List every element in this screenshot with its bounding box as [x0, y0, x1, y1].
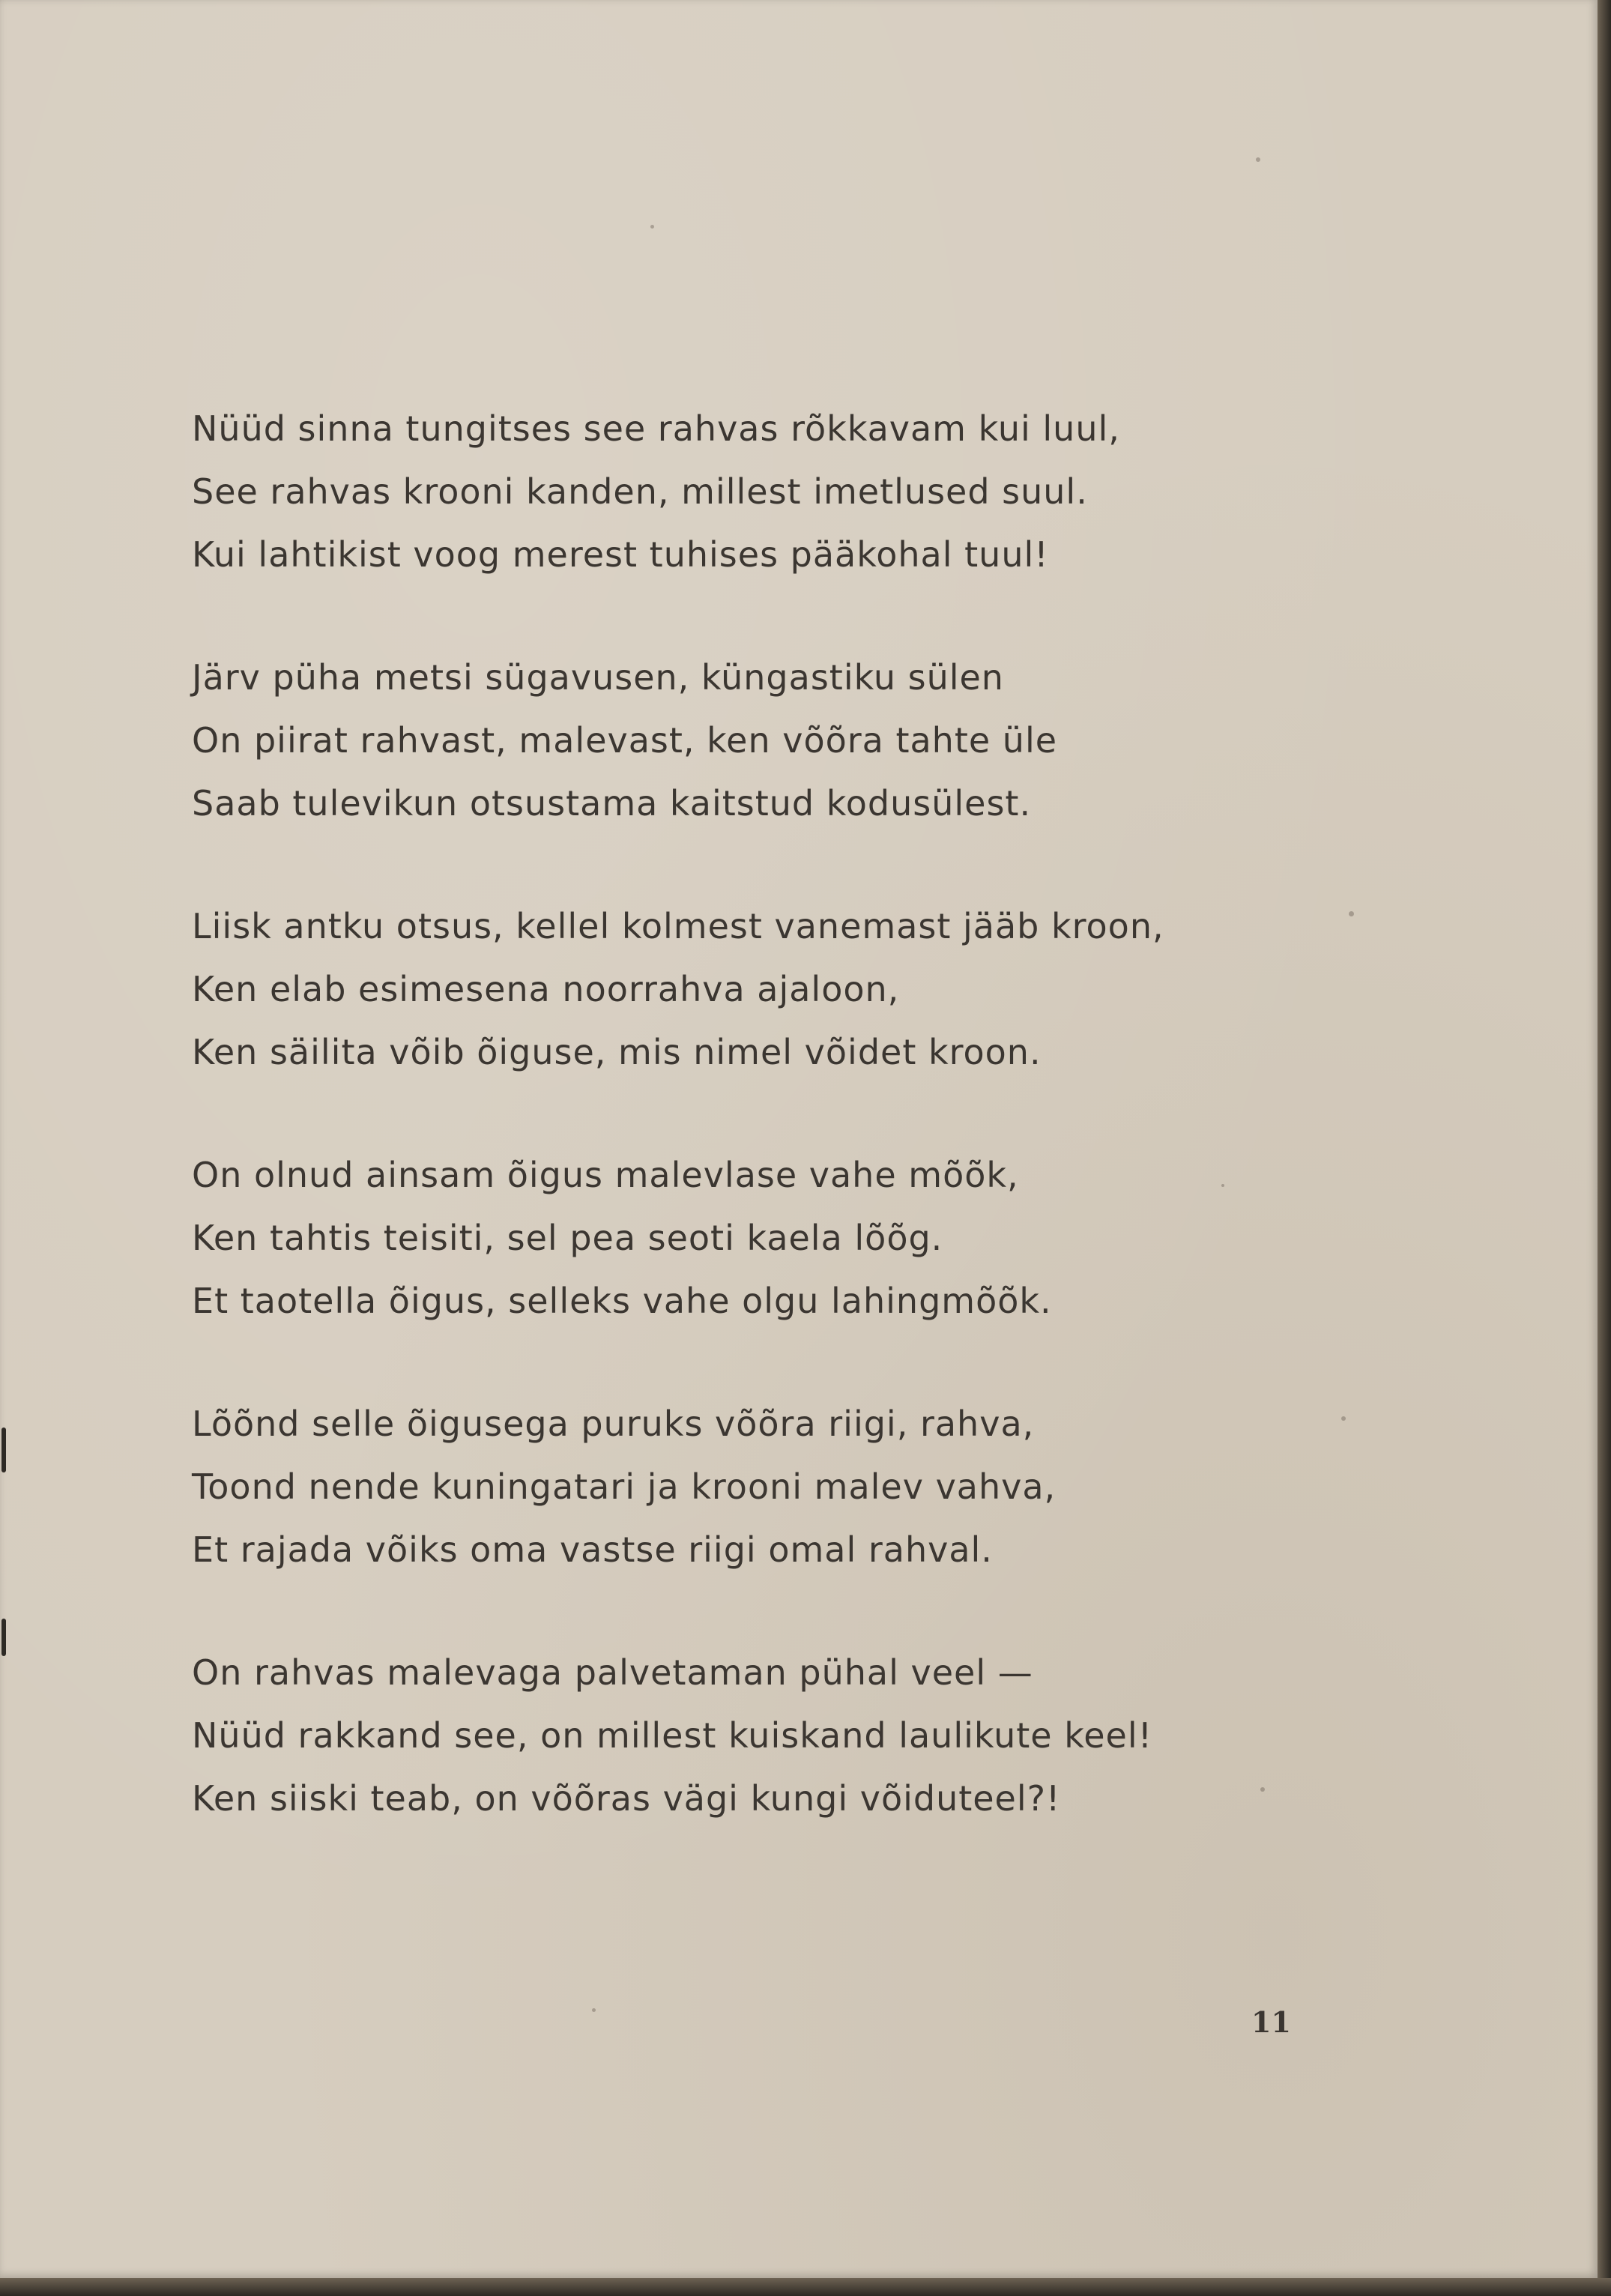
poem-line: Järv püha metsi sügavusen, küngastiku sülen	[192, 657, 1004, 698]
poem-line: Saab tulevikun otsustama kaitstud kodusülest.	[192, 783, 1032, 824]
poem	[192, 397, 1361, 1890]
poem-line: Nüüd sinna tungitses see rahvas rõkkavam kui luul,	[192, 408, 1120, 449]
page-edge-bottom	[0, 2278, 1611, 2296]
stanza	[192, 1392, 1361, 1581]
paper-speck	[650, 225, 654, 229]
poem-line: On rahvas malevaga palvetaman pühal veel —	[192, 1652, 1033, 1693]
poem-line: Et rajada võiks oma vastse riigi omal rahval.	[192, 1529, 993, 1570]
poem-line: On piirat rahvast, malevast, ken võõra tahte üle	[192, 720, 1058, 761]
stanza	[192, 895, 1361, 1084]
stanza	[192, 1144, 1361, 1332]
poem-line: Nüüd rakkand see, on millest kuiskand laulikute keel!	[192, 1715, 1153, 1756]
poem-line: Ken siiski teab, on võõras vägi kungi võiduteel?!	[192, 1778, 1061, 1819]
stanza	[192, 646, 1361, 835]
poem-line: See rahvas krooni kanden, millest imetlused suul.	[192, 471, 1088, 512]
poem-line: Ken tahtis teisiti, sel pea seoti kaela lõõg.	[192, 1218, 943, 1258]
poem-line: Lõõnd selle õigusega puruks võõra riigi, rahva,	[192, 1404, 1035, 1444]
poem-line: Toond nende kuningatari ja krooni malev vahva,	[192, 1466, 1057, 1507]
poem-line: Et taotella õigus, selleks vahe olgu lahingmõõk.	[192, 1281, 1052, 1321]
page-edge-right	[1598, 0, 1611, 2296]
poem-line: Liisk antku otsus, kellel kolmest vanemast jääb kroon,	[192, 906, 1164, 946]
binding-mark	[1, 1428, 6, 1472]
binding-mark	[1, 1619, 6, 1656]
poem-line: Ken elab esimesena noorrahva ajaloon,	[192, 969, 900, 1009]
stanza	[192, 397, 1361, 586]
stanza	[192, 1641, 1361, 1830]
poem-line: On olnud ainsam õigus malevlase vahe mõõk,	[192, 1155, 1019, 1195]
page-number: 11	[1251, 2005, 1291, 2039]
poem-line: Kui lahtikist voog merest tuhises pääkohal tuul!	[192, 534, 1049, 575]
paper-speck	[1256, 157, 1260, 162]
paper-speck	[592, 2008, 596, 2012]
poem-line: Ken säilita võib õiguse, mis nimel võidet kroon.	[192, 1032, 1042, 1072]
